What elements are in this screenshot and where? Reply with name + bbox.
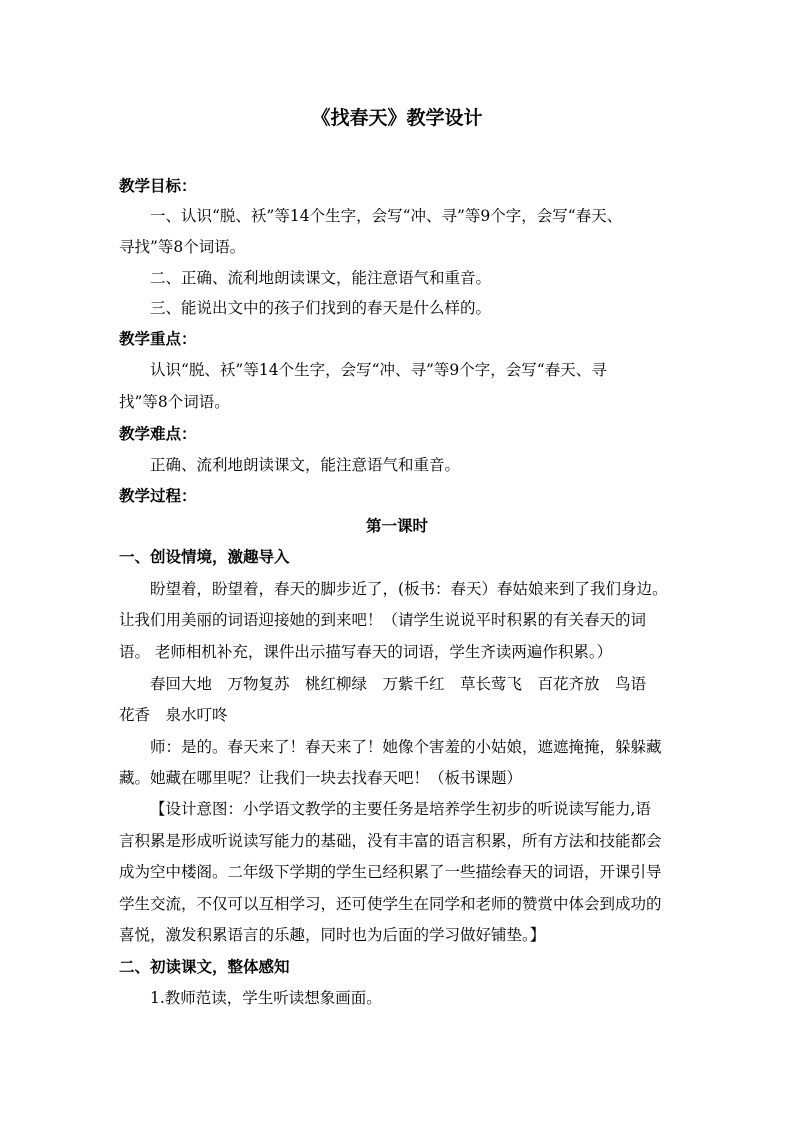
goal-1-line-2: 寻找”等8个词语。: [119, 238, 246, 256]
paragraph-2-line-2: 藏。她藏在哪里呢？让我们一块去找春天吧！（板书课题）: [119, 769, 523, 787]
goal-2: 二、正确、流利地朗读课文，能注意语气和重音。: [150, 269, 492, 287]
design-intent-line-5: 喜悦，激发积累语言的乐趣，同时也为后面的学习做好铺垫。】: [119, 926, 546, 944]
process-heading: 教学过程：: [119, 486, 197, 505]
design-intent-line-4: 学生交流，不仅可以互相学习，还可使学生在同学和老师的赞赏中体会到成功的: [119, 895, 662, 913]
spring-words-line-2: 花香 泉水叮咚: [119, 706, 228, 724]
key-points-line-2: 找”等8个词语。: [119, 393, 230, 411]
step-1: 1.教师范读，学生听读想象画面。: [150, 989, 382, 1007]
goal-1-line-1: 一、认识“脱、袄”等14个生字，会写“冲、寻”等9个字，会写“春天、: [150, 207, 623, 225]
document-title: 《找春天》教学设计: [311, 107, 483, 129]
section-1-heading: 一、创设情境，激趣导入: [119, 547, 290, 566]
paragraph-1-line-2: 让我们用美丽的词语迎接她的到来吧！（请学生说说平时积累的有关春天的词: [119, 611, 647, 629]
paragraph-1-line-3: 语。 老师相机补充，课件出示描写春天的词语，学生齐读两遍作积累。）: [119, 643, 613, 661]
key-points-line-1: 认识“脱、袄”等14个生字，会写“冲、寻”等9个字，会写“春天、寻: [150, 361, 607, 379]
key-points-heading: 教学重点：: [119, 329, 197, 348]
difficulty-text: 正确、流利地朗读课文，能注意语气和重音。: [150, 456, 461, 474]
difficulty-heading: 教学难点：: [119, 424, 197, 443]
section-2-heading: 二、初读课文，整体感知: [119, 957, 290, 976]
goals-heading: 教学目标：: [119, 176, 197, 195]
spring-words-line-1: 春回大地 万物复苏 桃红柳绿 万紫千红 草长莺飞 百花齐放 鸟语: [150, 675, 647, 693]
goal-3: 三、能说出文中的孩子们找到的春天是什么样的。: [150, 299, 492, 317]
design-intent-line-3: 成为空中楼阁。二年级下学期的学生已经积累了一些描绘春天的词语，开课引导: [119, 863, 662, 881]
paragraph-2-line-1: 师：是的。春天来了！春天来了！她像个害羞的小姑娘，遮遮掩掩，躲躲藏: [150, 738, 662, 756]
design-intent-line-1: 【设计意图：小学语文教学的主要任务是培养学生初步的听说读写能力,语: [150, 800, 651, 818]
paragraph-1-line-1: 盼望着，盼望着，春天的脚步近了，(板书：春天）春姑娘来到了我们身边。: [150, 580, 668, 598]
lesson-title: 第一课时: [365, 516, 428, 535]
design-intent-line-2: 言积累是形成听说读写能力的基础，没有丰富的语言积累，所有方法和技能都会: [119, 832, 662, 850]
